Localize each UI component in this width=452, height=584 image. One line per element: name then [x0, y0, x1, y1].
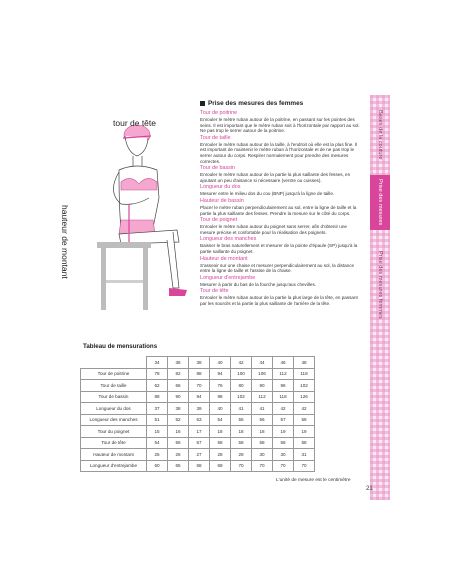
table-cell: 41: [231, 403, 252, 415]
instruction-heading: Tour de taille: [200, 134, 231, 141]
table-cell: 30: [273, 449, 294, 461]
table-cell: 82: [168, 368, 189, 380]
table-cell: 70: [252, 460, 273, 472]
table-cell: 90: [252, 380, 273, 392]
label-seat-height: hauteur de montant: [60, 205, 70, 279]
table-row: [81, 368, 315, 380]
table-row: [81, 391, 315, 403]
table-cell: 58: [273, 437, 294, 449]
table-cell: 65: [168, 460, 189, 472]
table-cell: 25: [147, 449, 168, 461]
tab-mesures-femmes[interactable]: [370, 230, 390, 340]
row-label: Tour de taille: [81, 380, 147, 392]
square-bullet-icon: [200, 101, 205, 106]
table-cell: 18: [252, 426, 273, 438]
table-cell: 68: [189, 460, 210, 472]
instruction-heading: Tour de poignet: [200, 217, 238, 224]
size-header: 44: [252, 357, 273, 369]
instruction-heading: Hauteur de bassin: [200, 197, 244, 204]
table-cell: 29: [231, 449, 252, 461]
tab-label: Bases de la couture: [377, 110, 383, 160]
table-cell: 37: [147, 403, 168, 415]
table-cell: 19: [273, 426, 294, 438]
table-cell: 57: [189, 437, 210, 449]
instruction-heading: Tour de poitrine: [200, 110, 238, 116]
table-cell: 19: [294, 426, 315, 438]
table-cell: 112: [252, 391, 273, 403]
table-cell: 102: [231, 391, 252, 403]
table-row: [81, 380, 315, 392]
table-cell: 42: [273, 403, 294, 415]
instruction-text: Enrouler le mètre ruban autour de la poitrine, en passant sur les pointes des seins. Il est important que le mètre ruban soit à l'horizontale par rapport au sol. Ne pas trop le serrer autour de la poitrine.: [200, 117, 360, 134]
table-row: [81, 449, 315, 461]
table-cell: 57: [273, 414, 294, 426]
table-cell: 118: [294, 368, 315, 380]
table-row: [81, 437, 315, 449]
tab-prise-mesures[interactable]: [370, 175, 390, 230]
instruction-heading: Longueur du dos: [200, 184, 241, 191]
instruction-text: Enrouler le mètre ruban autour de la partie la plus saillante des fesses, en ajoutant un peu d'aisance si nécessaire (ventre ou cuisses).: [200, 172, 351, 183]
table-row: [81, 460, 315, 472]
table-cell: 70: [273, 460, 294, 472]
instruction-item: [200, 275, 362, 288]
instruction-item: [200, 110, 362, 134]
table-row: [81, 403, 315, 415]
table-cell: 78: [147, 368, 168, 380]
table-cell: 60: [147, 460, 168, 472]
table-cell: 38: [168, 403, 189, 415]
instruction-text: Enrouler le mètre ruban autour de la taille, à l'endroit où elle est la plus fine. Il est important de maintenir le mètre ruban à l'horizontale et de ne pas trop le serrer autour du corps. Respirer normalement pour prendre des mesures correctes.: [200, 141, 358, 164]
size-header: 46: [273, 357, 294, 369]
size-header: 48: [294, 357, 315, 369]
table-cell: 58: [252, 437, 273, 449]
table-cell: 17: [189, 426, 210, 438]
table-cell: 41: [252, 403, 273, 415]
instruction-item: [200, 236, 362, 254]
page-number: 21: [366, 486, 373, 492]
table-header-row: [81, 357, 315, 369]
instruction-text: Mesurer entre le milieu dos du cou (BNP) jusqu'à la ligne de taille.: [200, 191, 335, 197]
instruction-text: Placer le mètre ruban perpendiculairement au sol, entre la ligne de taille et la partie la plus saillante des fesses. Prendre la mesure sur le côté du corps.: [200, 204, 357, 216]
table-cell: 58: [294, 414, 315, 426]
instruction-item: [200, 184, 362, 197]
table-cell: 80: [231, 380, 252, 392]
size-header: 42: [231, 357, 252, 369]
instruction-item: [200, 135, 362, 164]
table-cell: 40: [210, 403, 231, 415]
table-cell: 70: [189, 380, 210, 392]
table-row: [81, 426, 315, 438]
table-cell: 62: [147, 380, 168, 392]
table-cell: 118: [273, 391, 294, 403]
size-header: 36: [168, 357, 189, 369]
table-cell: 90: [168, 391, 189, 403]
instruction-item: [200, 288, 362, 306]
table-cell: 70: [231, 460, 252, 472]
instruction-text: Enrouler le mètre ruban autour du poignet sans serrer, afin d'obtenir une mesure précise et confortable pour la réalisation des poignets.: [200, 224, 347, 235]
row-label: Longueur du dos: [81, 403, 147, 415]
instruction-item: [200, 165, 362, 183]
table-cell: 98: [210, 391, 231, 403]
table-cell: 88: [147, 391, 168, 403]
table-cell: 30: [252, 449, 273, 461]
label-head-circumference: tour de tête: [113, 118, 157, 128]
table-cell: 76: [210, 380, 231, 392]
table-cell: 27: [189, 449, 210, 461]
table-row: [81, 414, 315, 426]
table-cell: 53: [189, 414, 210, 426]
table-cell: 51: [147, 414, 168, 426]
table-cell: 68: [210, 460, 231, 472]
table-title: Tableau de mensurations: [83, 343, 158, 350]
table-cell: 102: [294, 380, 315, 392]
size-chart-table: [80, 356, 315, 472]
table-cell: 31: [294, 449, 315, 461]
row-label: Tour de tête: [81, 437, 147, 449]
size-header: 38: [189, 357, 210, 369]
instruction-text: Enrouler le mètre ruban autour de la partie la plus large de la tête, en passant par les sourcils et la partie la plus saillante de l'arrière de la tête.: [200, 295, 358, 306]
table-cell: 66: [168, 380, 189, 392]
table-cell: 55: [231, 414, 252, 426]
instruction-heading: Hauteur de montant: [200, 255, 248, 262]
header-corner: [81, 357, 147, 369]
table-cell: 54: [210, 414, 231, 426]
table-cell: 18: [231, 426, 252, 438]
table-cell: 94: [189, 391, 210, 403]
table-cell: 28: [210, 449, 231, 461]
tab-label: Prise des mesures femmes: [377, 251, 383, 319]
instruction-text: S'asseoir sur une chaise et mesurer perpendiculairement au sol, la distance entre la ligne de taille et l'assise de la chaise.: [200, 262, 355, 274]
tab-label: Prise des mesures: [377, 179, 383, 226]
row-label: Longueur des manches: [81, 414, 147, 426]
table-cell: 106: [252, 368, 273, 380]
table-cell: 18: [210, 426, 231, 438]
chapter-sidebar: [370, 95, 390, 500]
size-header: 34: [147, 357, 168, 369]
instruction-heading: Tour de bassin: [200, 165, 236, 172]
row-label: Hauteur de montant: [81, 449, 147, 461]
row-label: Tour de poitrine: [81, 368, 147, 380]
instruction-text: Baisser le bras naturellement et mesurer de la pointe d'épaule (SP) jusqu'à la partie saillante du poignet.: [200, 243, 358, 254]
unit-footnote: L'unité de mesure est le centimètre: [276, 478, 351, 483]
instruction-text: Mesurer à partir du bas de la fourche jusqu'aux chevilles.: [200, 281, 317, 287]
section-title: Prise des mesures des femmes: [200, 100, 362, 107]
table-cell: 56: [252, 414, 273, 426]
table-cell: 58: [210, 437, 231, 449]
instruction-item: [200, 256, 362, 274]
table-cell: 26: [168, 449, 189, 461]
table-cell: 54: [147, 437, 168, 449]
tab-bases-couture[interactable]: [370, 95, 390, 175]
instruction-item: [200, 198, 362, 216]
table-cell: 100: [231, 368, 252, 380]
instructions-column: [200, 100, 362, 307]
table-cell: 58: [294, 437, 315, 449]
instruction-item: [200, 217, 362, 235]
table-cell: 39: [189, 403, 210, 415]
instruction-heading: Longueur des manches: [200, 236, 257, 243]
table-cell: 70: [294, 460, 315, 472]
row-label: Longueur d'entrejambe: [81, 460, 147, 472]
table-cell: 126: [294, 391, 315, 403]
row-label: Tour du poignet: [81, 426, 147, 438]
instruction-heading: Tour de tête: [200, 288, 229, 295]
table-cell: 94: [210, 368, 231, 380]
table-cell: 16: [168, 426, 189, 438]
table-cell: 15: [147, 426, 168, 438]
table-cell: 96: [273, 380, 294, 392]
table-cell: 52: [168, 414, 189, 426]
seated-woman-illustration: [75, 100, 200, 325]
table-cell: 58: [231, 437, 252, 449]
size-header: 40: [210, 357, 231, 369]
table-cell: 112: [273, 368, 294, 380]
table-cell: 88: [189, 368, 210, 380]
table-cell: 56: [168, 437, 189, 449]
instruction-heading: Longueur d'entrejambe: [200, 274, 256, 281]
row-label: Tour de bassin: [81, 391, 147, 403]
table-cell: 42: [294, 403, 315, 415]
